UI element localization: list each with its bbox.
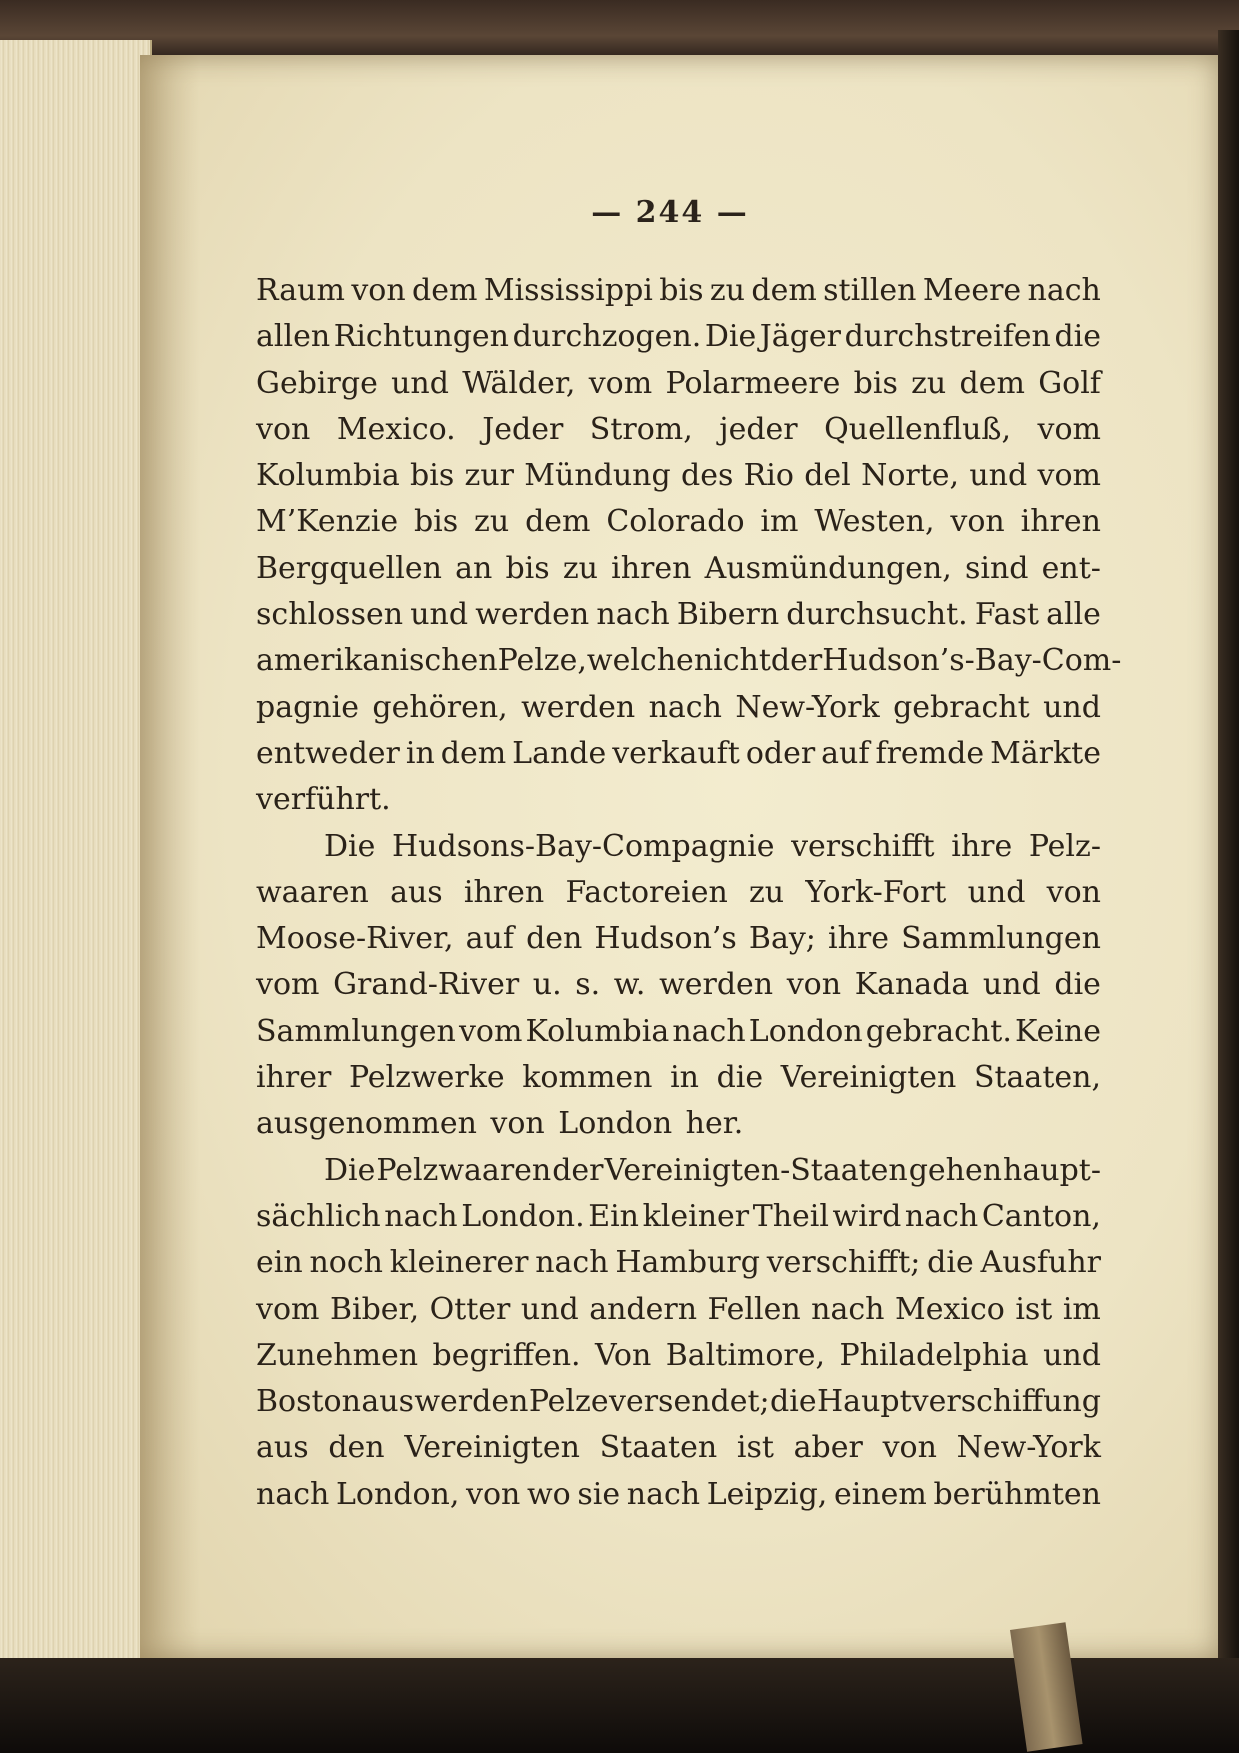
text-line	[256, 962, 1101, 1008]
word: entweder	[256, 735, 400, 771]
word: London.	[461, 1198, 585, 1234]
word: Richtungen	[333, 319, 510, 355]
word: Staaten	[599, 1430, 718, 1466]
text-line	[256, 453, 1101, 499]
word: Die	[324, 828, 376, 864]
word: allen	[256, 319, 331, 355]
word: London	[558, 1106, 673, 1142]
word: nach	[1027, 273, 1101, 308]
word: in	[405, 735, 435, 771]
word: Keine	[1014, 1013, 1101, 1049]
word: Strom,	[589, 411, 693, 447]
word: und	[967, 874, 1026, 910]
word: und	[410, 597, 469, 633]
word: die	[927, 1245, 974, 1281]
word: nach	[811, 1291, 885, 1327]
word: Bibern	[676, 597, 780, 633]
word: Pelze	[528, 1384, 609, 1420]
word: Ausmündungen,	[704, 550, 952, 586]
word: Sammlungen	[901, 921, 1101, 957]
word: nach	[596, 597, 670, 633]
word: der	[552, 1152, 604, 1188]
word: und	[391, 365, 449, 401]
word: kleiner	[642, 1198, 750, 1234]
word: haupt-	[1003, 1152, 1101, 1188]
word: Jäger	[759, 319, 841, 355]
word: kleinerer	[389, 1245, 529, 1281]
word: M’Kenzie	[256, 504, 399, 540]
word: York-Fort	[805, 874, 947, 910]
word: Lande	[512, 735, 607, 771]
word: nach	[384, 1198, 458, 1234]
text-line	[256, 1055, 1101, 1101]
word: Otter	[429, 1291, 511, 1327]
word: nicht	[693, 643, 771, 679]
word: andern	[589, 1291, 698, 1327]
word: vom	[256, 1291, 320, 1327]
word: nach	[672, 1013, 746, 1049]
word: begriffen.	[432, 1337, 581, 1373]
word: Hudson’s	[594, 921, 737, 957]
word: Die	[324, 1152, 376, 1188]
word: wird	[832, 1198, 902, 1234]
word: Biber,	[329, 1291, 420, 1327]
word: alle	[1046, 597, 1101, 633]
word: dem	[751, 273, 817, 308]
word: zu	[709, 273, 745, 308]
word: des	[681, 458, 734, 494]
word: von	[786, 967, 842, 1003]
text-line	[256, 916, 1101, 962]
text-line	[256, 1148, 1101, 1194]
word: Mexico.	[336, 411, 456, 447]
word: bis	[410, 458, 455, 494]
word: vom	[256, 967, 320, 1003]
word: und	[1043, 1337, 1101, 1373]
word: nach	[535, 1245, 609, 1281]
word: an	[455, 550, 493, 586]
word: Meere	[922, 273, 1022, 308]
text-line	[256, 1379, 1101, 1425]
word: Vereinigten	[404, 1430, 580, 1466]
text-line	[256, 1472, 1101, 1518]
word: gebracht	[893, 689, 1030, 725]
word: Grand-River	[333, 967, 520, 1003]
word: Mündung	[524, 458, 671, 494]
word: jeder	[719, 411, 798, 447]
word: Kolumbia	[525, 1013, 670, 1049]
word: pagnie	[256, 689, 359, 725]
word: ihren	[1020, 504, 1101, 540]
word: waaren	[256, 874, 369, 910]
word: nach	[626, 1476, 701, 1512]
text-line	[256, 1425, 1101, 1471]
word: ihrer	[256, 1060, 332, 1096]
word: ist	[736, 1430, 774, 1466]
word: Hudson’s-Bay-Com-	[822, 643, 1122, 679]
word: Westen,	[814, 504, 935, 540]
word: versendet;	[609, 1384, 770, 1420]
word: die	[770, 1384, 817, 1420]
word: ihre	[951, 828, 1013, 864]
word: im	[1062, 1291, 1101, 1327]
word: amerikanischen	[256, 643, 498, 679]
text-line	[256, 407, 1101, 453]
word: zu	[474, 504, 510, 540]
word: Pelzwerke	[348, 1060, 505, 1096]
word: aus	[361, 1384, 414, 1420]
word: London,	[335, 1476, 460, 1512]
word: nach	[648, 689, 722, 725]
word: einem	[833, 1476, 927, 1512]
word: Bay;	[748, 921, 816, 957]
word: Hamburg	[615, 1245, 760, 1281]
text-line	[256, 1194, 1101, 1240]
word: vom	[588, 365, 653, 401]
word: stillen	[823, 273, 917, 308]
word: verschifft	[791, 828, 935, 864]
word: Philadelphia	[839, 1337, 1029, 1373]
book-cover-right	[1218, 30, 1239, 1730]
text-line	[256, 870, 1101, 916]
word: auf	[465, 921, 514, 957]
word: Pelze,	[497, 643, 587, 679]
word: zu	[749, 874, 785, 910]
word: zu	[562, 550, 598, 586]
word: schlossen	[256, 597, 404, 633]
text-line	[256, 592, 1101, 638]
word: sächlich	[256, 1198, 381, 1234]
word: nach	[256, 1476, 330, 1512]
word: noch	[309, 1245, 383, 1281]
word: Sammlungen	[256, 1013, 456, 1049]
text-line	[256, 1009, 1101, 1055]
word: del	[804, 458, 851, 494]
word: bis	[413, 504, 459, 540]
word: aus	[256, 1430, 309, 1466]
word: bis	[659, 273, 704, 308]
word: Die	[704, 319, 757, 355]
word: Norte,	[861, 458, 960, 494]
word: Boston	[256, 1384, 361, 1420]
word: Staaten,	[973, 1060, 1101, 1096]
word: Fellen	[707, 1291, 801, 1327]
word: ist	[1015, 1291, 1053, 1327]
word: New-York	[735, 689, 880, 725]
text-line	[256, 824, 1101, 870]
word: dem	[959, 365, 1025, 401]
word: werden	[414, 1384, 529, 1420]
word: vom	[1037, 458, 1101, 494]
word: zur	[464, 458, 514, 494]
word: und	[969, 458, 1028, 494]
word: Pelz-	[1028, 828, 1101, 864]
word: vom	[1037, 411, 1101, 447]
word: durchstreifen	[844, 319, 1051, 355]
word: Quellenfluß,	[824, 411, 1011, 447]
text-line	[256, 731, 1101, 777]
word: dem	[440, 735, 507, 771]
word: Rio	[743, 458, 794, 494]
word: s.	[575, 967, 601, 1003]
word: Wälder,	[462, 365, 576, 401]
word: auf	[821, 735, 870, 771]
word: verkauft	[612, 735, 740, 771]
word: Theil	[752, 1198, 829, 1234]
word: von	[351, 273, 406, 308]
word: kommen	[522, 1060, 653, 1096]
text-line	[256, 1101, 1101, 1147]
word: Kolumbia	[256, 458, 400, 494]
word: durchsucht.	[786, 597, 968, 633]
word: den	[328, 1430, 385, 1466]
word: wo	[527, 1476, 571, 1512]
word: ihre	[827, 921, 889, 957]
word: dem	[412, 273, 478, 308]
word: von	[1046, 874, 1101, 910]
word: London	[748, 1013, 863, 1049]
word: fremde	[875, 735, 985, 771]
word: und	[1043, 689, 1101, 725]
gutter-shadow	[140, 55, 200, 1660]
word: Mexico	[894, 1291, 1005, 1327]
word: Raum	[256, 273, 345, 308]
page-edges-left	[0, 40, 152, 1680]
text-line	[256, 268, 1101, 314]
word: werden	[475, 597, 590, 633]
word: gehen	[908, 1152, 1003, 1188]
word: Pelzwaaren	[376, 1152, 552, 1188]
word: Hudsons-Bay-Compagnie	[392, 828, 775, 864]
word: Canton,	[981, 1198, 1101, 1234]
word: der	[770, 643, 823, 679]
word: von	[256, 411, 311, 447]
word: welche	[586, 643, 694, 679]
word: von	[950, 504, 1005, 540]
word: aber	[793, 1430, 863, 1466]
word: Ausfuhr	[980, 1245, 1101, 1281]
word: Mississippi	[483, 273, 653, 308]
text-line	[256, 1240, 1101, 1286]
text-line	[256, 314, 1101, 360]
word: berühmten	[933, 1476, 1101, 1512]
word: in	[670, 1060, 699, 1096]
word: sie	[577, 1476, 621, 1512]
text-line	[256, 361, 1101, 407]
word: Märkte	[990, 735, 1101, 771]
word: gehören,	[372, 689, 508, 725]
word: werden	[659, 967, 774, 1003]
word: Kanada	[854, 967, 970, 1003]
word: w.	[613, 967, 646, 1003]
word: gebracht.	[865, 1013, 1012, 1049]
word: ein	[256, 1245, 303, 1281]
text-line	[256, 546, 1101, 592]
word: von	[466, 1476, 521, 1512]
word: verschifft;	[766, 1245, 921, 1281]
word: Von	[595, 1337, 652, 1373]
body-text	[256, 268, 1122, 1518]
word: oder	[745, 735, 816, 771]
word: Zunehmen	[256, 1337, 419, 1373]
word: durchzogen.	[512, 319, 702, 355]
word: vom	[458, 1013, 523, 1049]
word: Moose-River,	[256, 921, 454, 957]
word: her.	[685, 1106, 744, 1142]
text-line	[256, 1333, 1101, 1379]
word: aus	[390, 874, 443, 910]
word: Factoreien	[565, 874, 728, 910]
word: bis	[505, 550, 550, 586]
word: Gebirge	[256, 365, 378, 401]
word: sind	[964, 550, 1029, 586]
word: die	[716, 1060, 764, 1096]
word: im	[760, 504, 799, 540]
book-cover-top	[0, 0, 1239, 60]
word: ent-	[1041, 550, 1101, 586]
page-number: — 244 —	[591, 195, 749, 230]
word: u.	[532, 967, 562, 1003]
word: ausgenommen	[256, 1106, 477, 1142]
text-line	[256, 499, 1101, 545]
word: Leipzig,	[706, 1476, 828, 1512]
word: von	[882, 1430, 937, 1466]
word: Ein	[588, 1198, 640, 1234]
word: ihren	[611, 550, 692, 586]
word: Golf	[1038, 365, 1101, 401]
word: und	[982, 967, 1041, 1003]
text-line	[256, 685, 1101, 731]
text-line	[256, 777, 1101, 823]
word: verführt.	[256, 782, 391, 818]
word: ihren	[463, 874, 545, 910]
word: dem	[525, 504, 591, 540]
word: bis	[853, 365, 898, 401]
word: Polarmeere	[665, 365, 841, 401]
word: nach	[904, 1198, 979, 1234]
word: New-York	[956, 1430, 1101, 1466]
word: Vereinigten	[780, 1060, 957, 1096]
word: zu	[911, 365, 947, 401]
word: von	[490, 1106, 545, 1142]
word: Colorado	[606, 504, 745, 540]
text-line	[256, 638, 1122, 684]
word: Fast	[974, 597, 1039, 633]
word: die	[1054, 319, 1101, 355]
word: Hauptverschiffung	[817, 1384, 1101, 1420]
word: werden	[521, 689, 636, 725]
text-line	[256, 1287, 1101, 1333]
word: den	[526, 921, 583, 957]
word: Jeder	[482, 411, 564, 447]
word: die	[1054, 967, 1101, 1003]
word: und	[520, 1291, 579, 1327]
word: Vereinigten-Staaten	[604, 1152, 908, 1188]
word: Baltimore,	[665, 1337, 826, 1373]
word: Bergquellen	[256, 550, 442, 586]
